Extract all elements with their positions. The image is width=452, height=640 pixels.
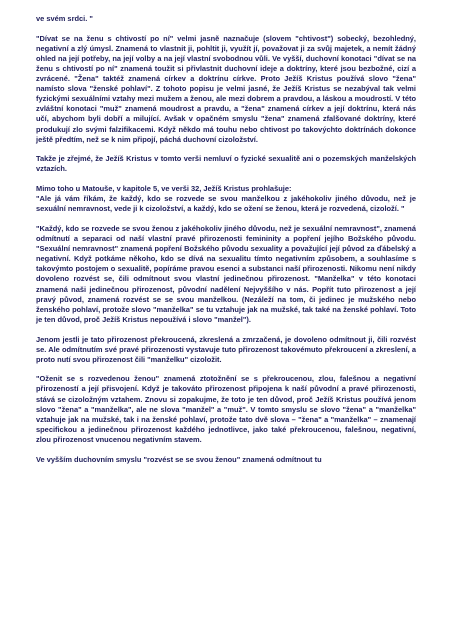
document-page: [36, 14, 416, 465]
paragraph-7: "Oženit se s rozvedenou ženou" znamená ztotožnění se s překroucenou, zlou, falešnou a negativní přirozeností a její přisvojení. Když je takováto přirozenost připojena k naší původní a pravé přirozenosti, stává se cizoložným vztahem. Znovu si zopakujme, že toto je ten důvod, proč Ježíš Kristus používá jenom slovo "žena" a "manželka", ale ne slova "manžel" a "muž". V tomto smyslu se slovo "žena" a "manželka" vztahuje jak na mužské, tak i na ženské pohlaví, protože tato dvě slova – "žena" a "manželka" – znamenají specifickou a jedinečnou přirozenost každého jednotlivce, jako také překroucenou, falešnou, negativní, zlou přirozenost vnucenou negativním stavem.: [36, 374, 416, 444]
paragraph-1: ve svém srdci. ": [36, 14, 93, 23]
paragraph-2: "Dívat se na ženu s chtivostí po ní" velmi jasně naznačuje (slovem "chtivost") sobecký, bezohledný, negativní a zlý úmysl. Znamená to vlastnit ji, pohltit ji, využít jí, považovat ji za svůj majetek, a nemít žádný ohled na její potřeby, na její volby a na její vlastní svobodnou vůli. Ve vyšší, duchovní konotaci "dívat se na ženu s chtivostí po ní" znamená toužit si přivlastnit duchovní ideje a doktríny, které jsou bezbožné, cizí a zvrácené. "Žena" taktéž znamená církev a doktrínu církve. Proto Ježíš Kristus používá slovo "žena" namísto slova "ženské pohlaví". Z tohoto popisu je velmi jasné, že Ježíš Kristus se nezabýval tak velmi fyzickými sexuálními vztahy mezi mužem a ženou, ale mezi dobrem a pravdou, a láskou a moudrostí. V této zvláštní konotaci "muž" znamená moudrost a pravdu, a "žena" znamená církev a její doktrínu, která nás učí, abychom byli dobří a milující. Avšak v opačném smyslu "žena" znamená zfalšované doktríny, které produkují zlo svými falzifikacemi. Když někdo má touhu nebo chtivost po takovýchto doktrínách dokonce ještě předtím, než se k nim připojí, páchá duchovní cizoložství.: [36, 33, 416, 144]
paragraph-4: Mimo toho u Matouše, v kapitole 5, ve verši 32, Ježíš Kristus prohlašuje: "Ale já vám říkám, že každý, kdo se rozvede se svou manželkou z jakéhokoliv jiného důvodu, než je sexuální nemravnost, vede ji k cizoložství, a každý, kdo se ožení se ženou, která je rozvedená, cizoloží. ": [36, 184, 416, 214]
paragraph-3: Takže je zřejmé, že Ježíš Kristus v tomto verši nemluví o fyzické sexualitě ani o pozemských manželských vztazích.: [36, 154, 416, 174]
paragraph-8: Ve vyšším duchovním smyslu "rozvést se se svou ženou" znamená odmítnout tu: [36, 454, 322, 464]
paragraph-5: "Každý, kdo se rozvede se svou ženou z jakéhokoliv jiného důvodu, než je sexuální nemravnost", znamená odmítnutí a separaci od naší vlastní pravé přirozenosti femininity a popření jejího Božského původu. "Sexuální nemravnost" znamená popření Božského původu sexuality a považující její původ za ďábelský a negativní. Když potkáme někoho, kdo se dívá na sexualitu tímto negativním způsobem, a souhlasíme s takovýmto postojem o sexualitě, popíráme pravou esenci a substanci naší přirozenosti. Nikomu není nikdy dovoleno rozvést se, čili odmítnout svou vlastní jedinečnou přirozenost. "Manželka" v této konotaci znamená naši jedinečnou přirozenost, původní nadělení Nejvyššího v nás. Popřít tuto přirozenost a její pravý původ, znamená rozvést se se svou manželkou. (Nezáleží na tom, či jedinec je mužského nebo ženského pohlaví, protože slovo "manželka" se tu vztahuje jak na mužské, tak také na ženské pohlaví. Toto je ten důvod, proč Ježíš Kristus nepoužívá i slovo "manžel").: [36, 223, 416, 324]
paragraph-6: Jenom jestli je tato přirozenost překroucená, zkreslená a zmrzačená, je dovoleno odmítnout ji, čili rozvést se. Ale odmítnutím své pravé přirozenosti vystavuje tuto přirozenost takovémuto překroucení a zkreslení, a proto nutí svou přirozenost čili "manželku" cizoložit.: [36, 334, 416, 364]
